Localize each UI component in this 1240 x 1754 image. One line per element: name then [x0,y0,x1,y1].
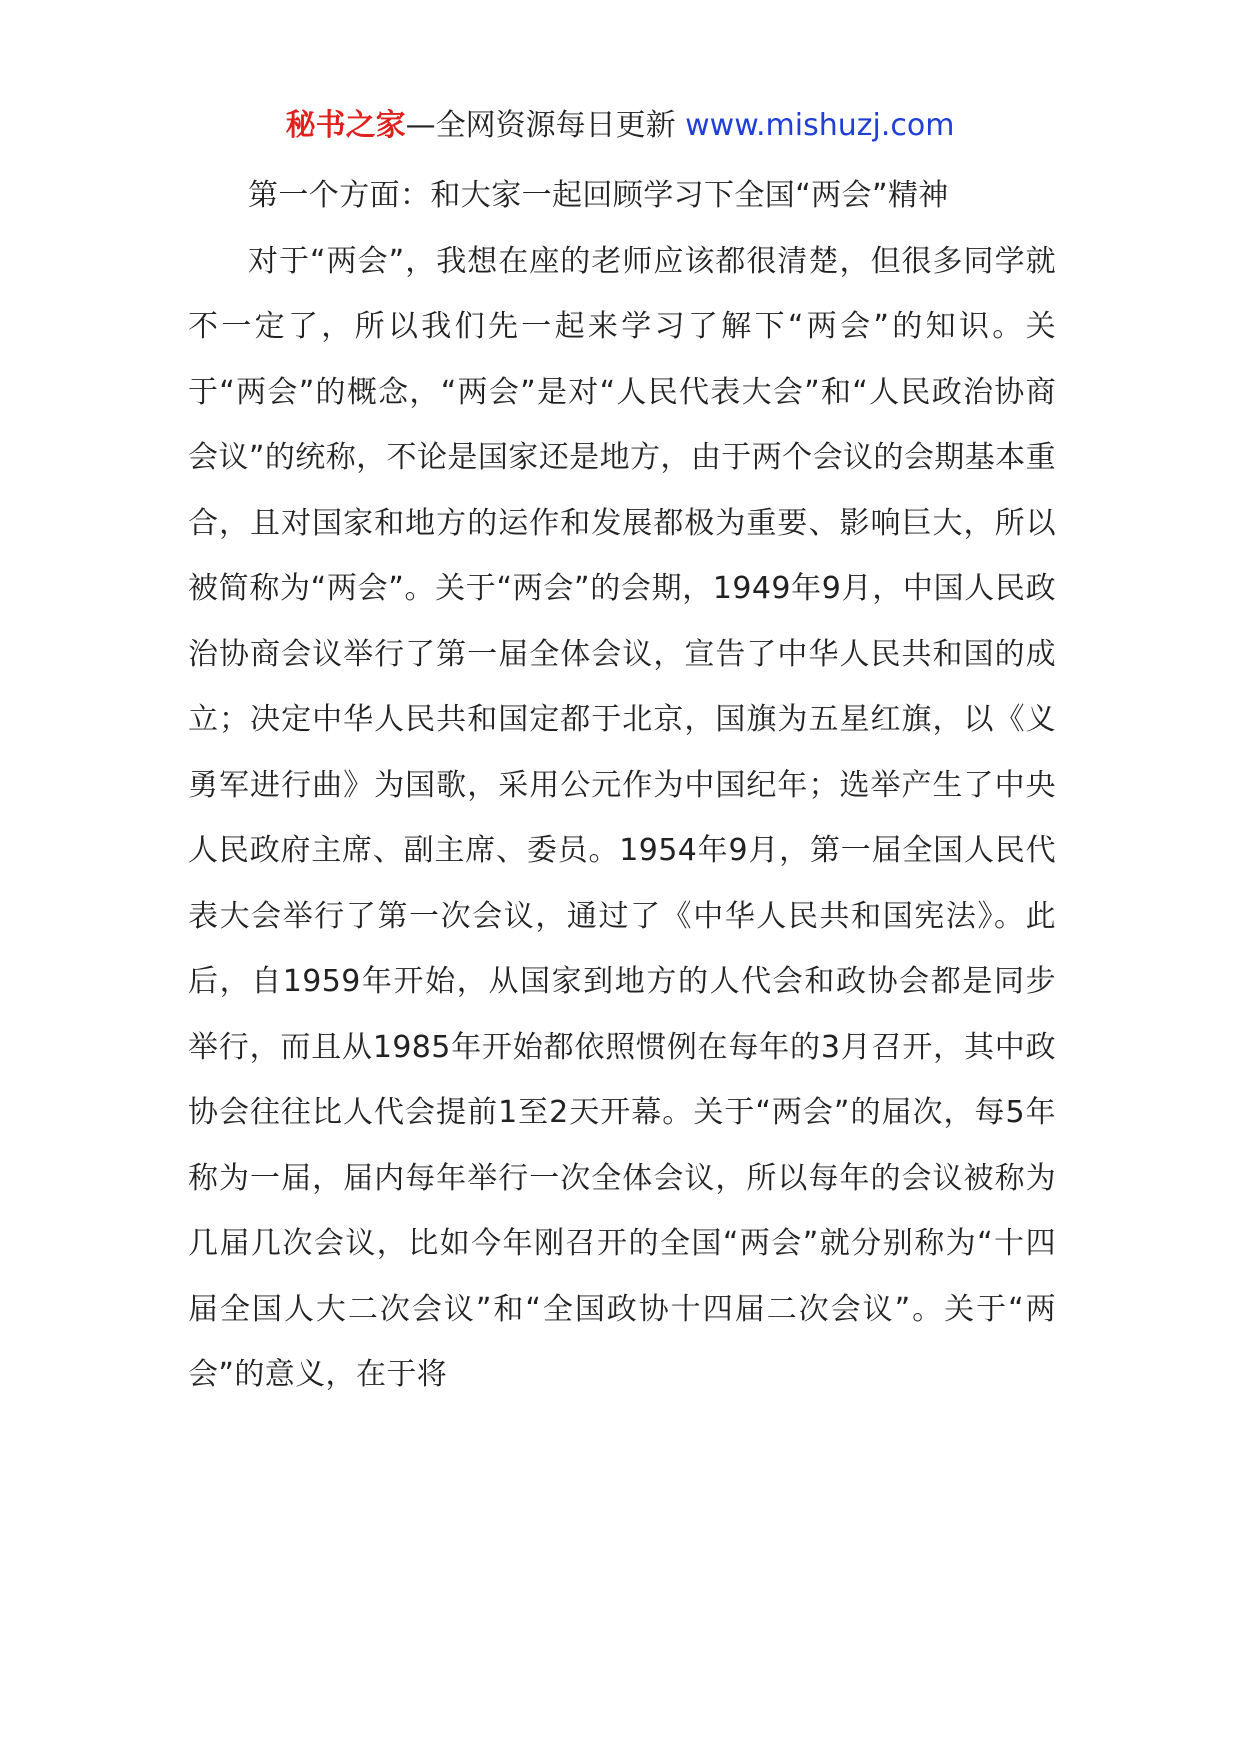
header-tagline: —全网资源每日更新 [405,108,676,143]
brand-name: 秘书之家 [285,108,406,143]
site-url-link[interactable]: www.mishuzj.com [685,108,955,143]
site-header [0,98,1240,154]
section-heading: 第一个方面：和大家一起回顾学习下全国“两会”精神 [248,178,949,213]
document-body [188,163,1056,1408]
body-paragraph: 对于“两会”，我想在座的老师应该都很清楚，但很多同学就不一定了，所以我们先一起来学习了解下“两会”的知识。关于“两会”的概念，“两会”是对“人民代表大会”和“人民政治协商会议”的统称，不论是国家还是地方，由于两个会议的会期基本重合，且对国家和地方的运作和发展都极为重要、影响巨大，所以被简称为“两会”。关于“两会”的会期，1949年9月，中国人民政治协商会议举行了第一届全体会议，宣告了中华人民共和国的成立；决定中华人民共和国定都于北京，国旗为五星红旗，以《义勇军进行曲》为国歌，采用公元作为中国纪年；选举产生了中央人民政府主席、副主席、委员。1954年9月，第一届全国人民代表大会举行了第一次会议，通过了《中华人民共和国宪法》。此后，自1959年开始，从国家到地方的人代会和政协会都是同步举行，而且从1985年开始都依照惯例在每年的3月召开，其中政协会往往比人代会提前1至2天开幕。关于“两会”的届次，每5年称为一届，届内每年举行一次全体会议，所以每年的会议被称为几届几次会议，比如今年刚召开的全国“两会”就分别称为“十四届全国人大二次会议”和“全国政协十四届二次会议”。关于“两会”的意义，在于将 [188,243,1056,1392]
